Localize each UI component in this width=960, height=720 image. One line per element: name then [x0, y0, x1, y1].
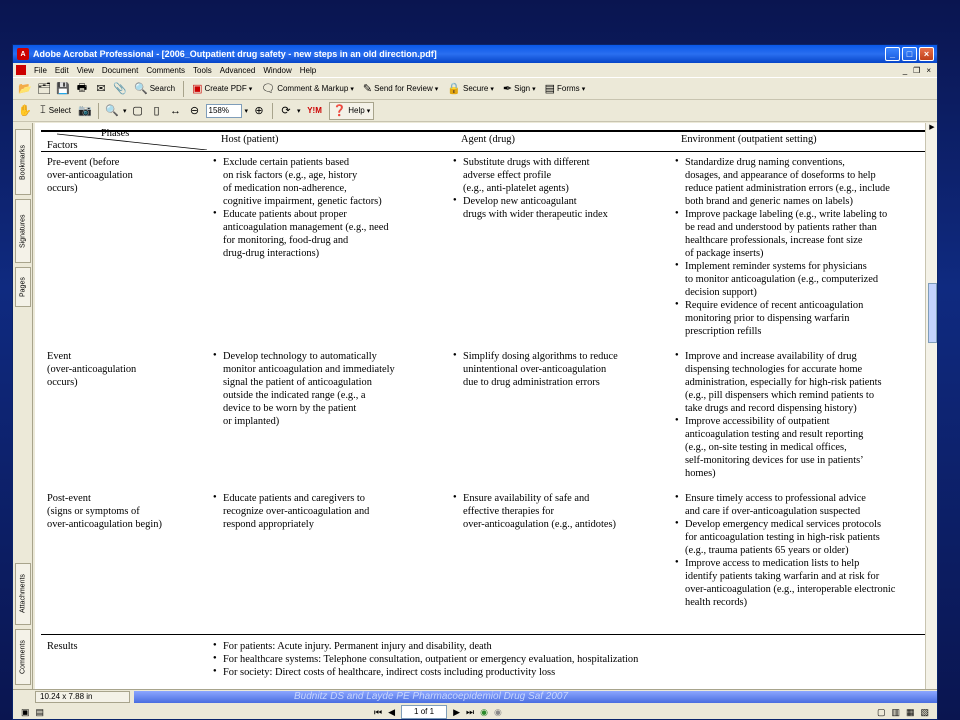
- list-item: ● Develop technology to automatically monitor anticoagulation and immediately signal the patient of anticoagulation outside the indicated range (e.g., a device to be worn by the patient or implanted): [213, 350, 395, 428]
- menu-tools[interactable]: Tools: [193, 65, 212, 75]
- header-environment: Environment (outpatient setting): [681, 134, 817, 145]
- zoom-level-field[interactable]: 158%: [206, 104, 242, 118]
- host-event: [213, 350, 395, 428]
- agent-event: [453, 350, 618, 389]
- facing-icon[interactable]: ▦: [905, 706, 915, 717]
- list-item: ● Improve and increase availability of drug dispensing technologies for accurate home administration, especially for high-risk patients (e.g., pill dispensers which remind patients to take drugs and record dispensing history): [675, 350, 882, 415]
- search-button[interactable]: 🔍 Search: [134, 83, 176, 95]
- page-size-label: 10.24 x 7.88 in: [35, 691, 130, 703]
- save-icon[interactable]: 💾: [56, 83, 70, 95]
- close-button[interactable]: ×: [919, 47, 934, 61]
- continuous-facing-icon[interactable]: ▧: [920, 706, 929, 717]
- lock-icon: 🔒: [447, 83, 461, 95]
- send-review-icon: ✎: [362, 83, 373, 95]
- doc-close-button[interactable]: ×: [926, 65, 931, 75]
- menu-advanced[interactable]: Advanced: [219, 65, 256, 75]
- host-pre-event: [213, 156, 389, 260]
- phase-pre-event: Pre-event (before over-anticoagulation occurs): [47, 157, 133, 194]
- create-pdf-icon: ▣: [192, 83, 203, 95]
- menu-document[interactable]: Document: [101, 65, 139, 75]
- previous-view-icon[interactable]: ◉: [480, 706, 488, 717]
- open-folder-icon[interactable]: 📂: [18, 83, 32, 95]
- search-icon: 🔍: [134, 83, 148, 95]
- page-layout-icon[interactable]: ▣: [21, 706, 30, 717]
- scroll-right-arrow-icon[interactable]: ▶: [929, 124, 935, 131]
- tab-attachments[interactable]: Attachments: [15, 563, 31, 625]
- menu-file[interactable]: File: [34, 65, 47, 75]
- menu-edit[interactable]: Edit: [54, 65, 69, 75]
- task-toolbar: [13, 78, 937, 100]
- list-item: ● Educate patients about proper anticoagulation management (e.g., need for monitoring, food-drug and drug-drug interactions): [213, 208, 389, 260]
- tab-pages[interactable]: Pages: [15, 267, 31, 307]
- last-page-icon[interactable]: ⏭: [465, 706, 475, 717]
- menu-view[interactable]: View: [76, 65, 94, 75]
- list-item: ● Substitute drugs with different adverse effect profile (e.g., anti-platelet agents): [453, 156, 608, 195]
- env-post-event: [675, 492, 895, 609]
- list-item: ● Ensure timely access to professional advice and care if over-anticoagulation suspected: [675, 492, 895, 518]
- list-item: ● Improve accessibility of outpatient anticoagulation testing and result reporting (e.g., on-site testing in medical offices, self-monitoring devices for use in patients’ homes): [675, 415, 882, 480]
- forms-button[interactable]: ▤ Forms ▾: [544, 83, 586, 95]
- select-tool-button[interactable]: 𝙸 Select: [39, 104, 71, 116]
- hand-tool-icon[interactable]: ✋: [18, 105, 32, 117]
- doc-minimize-button[interactable]: _: [902, 65, 908, 75]
- header-diagonal-line: [57, 132, 207, 150]
- fit-page-icon[interactable]: ▯: [153, 105, 160, 117]
- results-rule: [41, 634, 925, 635]
- horizontal-scrollbar[interactable]: [134, 691, 938, 703]
- single-page-icon[interactable]: ▢: [876, 706, 886, 717]
- view-toolbar: ✋ 𝙸 Select 📷 🔍 ▾ ▢ ▯ ↔ ⊖ 158% ▾ ⊕ ⟳ ▾ Y!M ❓ Help ▾: [13, 100, 937, 122]
- text-cursor-icon: 𝙸: [39, 104, 47, 116]
- list-item: ● For patients: Acute injury. Permanent injury and disability, death: [213, 640, 638, 653]
- email-icon[interactable]: ✉: [96, 83, 106, 95]
- page-navigation-bar: [13, 703, 938, 720]
- first-page-icon[interactable]: ⏮: [374, 706, 383, 717]
- navigation-panel: [13, 123, 33, 689]
- doc-restore-button[interactable]: ❐: [913, 65, 921, 75]
- tab-signatures[interactable]: Signatures: [15, 199, 31, 263]
- comment-markup-button[interactable]: 🗨 Comment & Markup ▾: [261, 83, 354, 95]
- list-item: ● Require evidence of recent anticoagulation monitoring prior to dispensing warfarin prescription refills: [675, 299, 890, 338]
- menu-window[interactable]: Window: [263, 65, 292, 75]
- next-page-icon[interactable]: ▶: [453, 706, 460, 717]
- organizer-icon[interactable]: 🗂: [37, 83, 51, 95]
- scroll-thumb[interactable]: [928, 283, 937, 343]
- yahoo-toolbar-icon[interactable]: Y!M: [307, 106, 322, 115]
- fit-width-icon[interactable]: ↔: [170, 104, 182, 117]
- forms-icon: ▤: [544, 83, 556, 95]
- continuous-layout-icon[interactable]: ▤: [35, 706, 45, 717]
- actual-size-icon[interactable]: ▢: [132, 105, 143, 117]
- minimize-button[interactable]: _: [885, 47, 900, 61]
- previous-page-icon[interactable]: ◀: [388, 706, 396, 717]
- page-number-field[interactable]: 1 of 1: [401, 705, 447, 719]
- help-icon: ❓: [332, 105, 347, 117]
- list-item: ● Improve package labeling (e.g., write labeling to be read and understood by patients rather than healthcare professionals, increase font size of package inserts): [675, 208, 890, 260]
- zoom-in-icon[interactable]: 🔍: [105, 105, 119, 117]
- sign-button[interactable]: ✒ Sign ▾: [502, 83, 536, 95]
- print-icon[interactable]: 🖶: [76, 82, 88, 94]
- results-label: Results: [47, 641, 78, 652]
- comment-icon: 🗨: [261, 83, 276, 95]
- list-item: ● Develop new anticoagulant drugs with wider therapeutic index: [453, 195, 608, 221]
- table-header-rule: [41, 151, 925, 152]
- document-view[interactable]: [35, 123, 925, 689]
- list-item: ● Ensure availability of safe and effective therapies for over-anticoagulation (e.g., antidotes): [453, 492, 616, 531]
- header-phases: Phases: [101, 128, 130, 139]
- snapshot-icon[interactable]: 📷: [78, 105, 92, 117]
- agent-post-event: [453, 492, 616, 531]
- list-item: ● Improve access to medication lists to help identify patients taking warfarin and at risk for over-anticoagulation (e.g., interoperable electronic health records): [675, 557, 895, 609]
- document-icon[interactable]: [16, 65, 26, 75]
- tab-comments[interactable]: Comments: [15, 629, 31, 685]
- status-bar: [13, 689, 938, 703]
- results-list: [213, 640, 638, 679]
- zoom-out-icon[interactable]: ⊖: [189, 105, 200, 117]
- continuous-icon[interactable]: ▥: [891, 706, 900, 717]
- rotate-icon[interactable]: ⟳: [281, 105, 291, 117]
- list-item: ● Exclude certain patients based on risk factors (e.g., age, history of medication non-adherence, cognitive impairment, genetic factors): [213, 156, 389, 208]
- secure-button[interactable]: 🔒 Secure ▾: [447, 83, 494, 95]
- help-button[interactable]: ❓ Help ▾: [329, 102, 375, 120]
- list-item: ● Implement reminder systems for physicians to monitor anticoagulation (e.g., computerized decision support): [675, 260, 890, 299]
- header-factors: Factors: [47, 140, 78, 151]
- send-review-button[interactable]: ✎ Send for Review ▾: [362, 83, 439, 95]
- vertical-scrollbar[interactable]: [925, 123, 938, 689]
- slide-citation: Budnitz DS and Layde PE Pharmacoepidemiol Drug Saf 2007: [294, 690, 569, 702]
- list-item: ● Develop emergency medical services protocols for anticoagulation testing in high-risk patients (e.g., trauma patients 65 years or older): [675, 518, 895, 557]
- phase-post-event: Post-event (signs or symptoms of over-anticoagulation begin): [47, 493, 162, 530]
- list-item: ● Standardize drug naming conventions, dosages, and appearance of doseforms to help reduce patient administration errors (e.g., include both brand and generic names on labels): [675, 156, 890, 208]
- attach-icon[interactable]: 📎: [113, 83, 127, 95]
- title-bar: [13, 45, 937, 63]
- menu-comments[interactable]: Comments: [146, 65, 186, 75]
- create-pdf-button[interactable]: ▣ Create PDF ▾: [192, 83, 253, 95]
- window-title: Adobe Acrobat Professional - [2006_Outpatient drug safety - new steps in an old direction.pdf]: [33, 49, 437, 59]
- tab-bookmarks[interactable]: Bookmarks: [15, 129, 31, 195]
- menu-help[interactable]: Help: [299, 65, 317, 75]
- header-host: Host (patient): [221, 134, 279, 145]
- zoom-plus-icon[interactable]: ⊕: [254, 105, 264, 117]
- phase-event: Event (over-anticoagulation occurs): [47, 351, 137, 388]
- list-item: ● Simplify dosing algorithms to reduce unintentional over-anticoagulation due to drug administration errors: [453, 350, 618, 389]
- acrobat-app-icon: A: [17, 48, 29, 60]
- env-pre-event: [675, 156, 890, 338]
- list-item: ● Educate patients and caregivers to recognize over-anticoagulation and respond appropriately: [213, 492, 369, 531]
- list-item: ● For society: Direct costs of healthcare, indirect costs including productivity loss: [213, 666, 638, 679]
- maximize-button[interactable]: □: [902, 47, 917, 61]
- list-item: ● For healthcare systems: Telephone consultation, outpatient or emergency evaluation, hospitalization: [213, 653, 638, 666]
- acrobat-window: [12, 44, 938, 720]
- host-post-event: [213, 492, 369, 531]
- pen-icon: ✒: [502, 83, 513, 95]
- next-view-icon[interactable]: ◉: [493, 706, 502, 717]
- menu-bar: [13, 63, 937, 78]
- header-agent: Agent (drug): [461, 134, 515, 145]
- agent-pre-event: [453, 156, 608, 221]
- env-event: [675, 350, 882, 480]
